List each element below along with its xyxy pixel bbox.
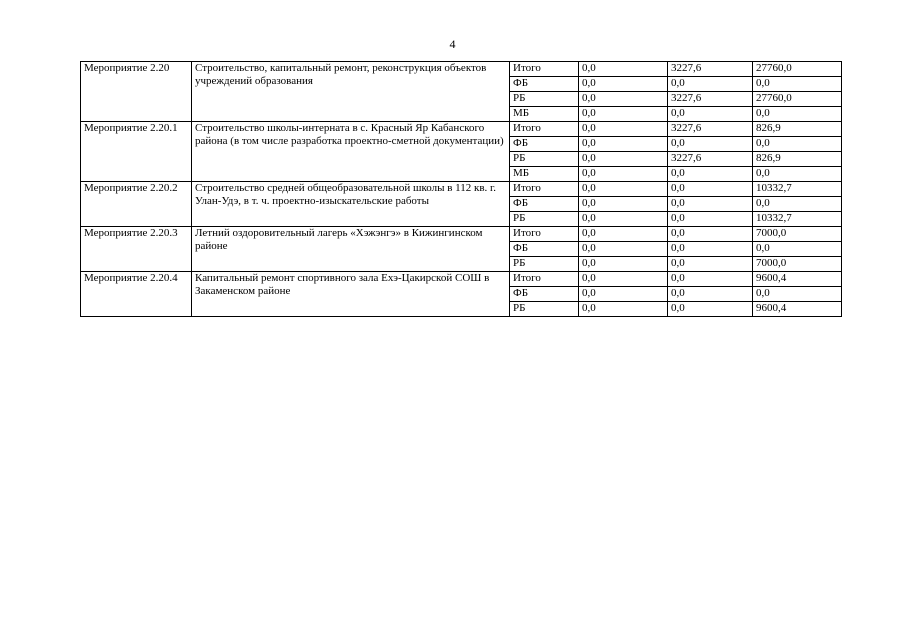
value-cell: 0,0 [668, 197, 753, 212]
value-cell: 0,0 [753, 167, 842, 182]
table-row [81, 122, 842, 137]
measure-name: Строительство школы-интерната в с. Красный Яр Кабанского района (в том числе разработка проектно-сметной документации) [192, 122, 510, 182]
value-cell: 0,0 [753, 197, 842, 212]
table-row [81, 227, 842, 242]
value-cell: 0,0 [668, 272, 753, 287]
measure-code: Мероприятие 2.20.1 [81, 122, 192, 182]
value-cell: 0,0 [753, 107, 842, 122]
funding-source: ФБ [510, 77, 579, 92]
value-cell: 0,0 [753, 242, 842, 257]
funding-source: ФБ [510, 242, 579, 257]
budget-table-body [81, 62, 842, 317]
measure-name: Строительство средней общеобразовательной школы в 112 кв. г. Улан-Удэ, в т. ч. проектно-изыскательские работы [192, 182, 510, 227]
value-cell: 0,0 [668, 302, 753, 317]
value-cell: 0,0 [579, 122, 668, 137]
funding-source: Итого [510, 227, 579, 242]
value-cell: 0,0 [579, 182, 668, 197]
funding-source: РБ [510, 212, 579, 227]
value-cell: 0,0 [753, 77, 842, 92]
measure-name: Летний оздоровительный лагерь «Хэжэнгэ» в Кижингинском районе [192, 227, 510, 272]
measure-code: Мероприятие 2.20 [81, 62, 192, 122]
measure-code: Мероприятие 2.20.3 [81, 227, 192, 272]
measure-code: Мероприятие 2.20.4 [81, 272, 192, 317]
value-cell: 0,0 [579, 92, 668, 107]
funding-source: ФБ [510, 287, 579, 302]
value-cell: 0,0 [668, 167, 753, 182]
value-cell: 0,0 [579, 152, 668, 167]
table-row [81, 182, 842, 197]
value-cell: 0,0 [753, 287, 842, 302]
value-cell: 0,0 [668, 77, 753, 92]
page-number: 4 [449, 37, 456, 51]
funding-source: Итого [510, 122, 579, 137]
value-cell: 10332,7 [753, 182, 842, 197]
value-cell: 0,0 [579, 137, 668, 152]
value-cell: 10332,7 [753, 212, 842, 227]
table-row [81, 272, 842, 287]
value-cell: 0,0 [668, 242, 753, 257]
value-cell: 7000,0 [753, 257, 842, 272]
funding-source: ФБ [510, 197, 579, 212]
value-cell: 0,0 [579, 227, 668, 242]
funding-source: РБ [510, 152, 579, 167]
funding-source: РБ [510, 302, 579, 317]
value-cell: 0,0 [579, 197, 668, 212]
value-cell: 0,0 [579, 302, 668, 317]
value-cell: 0,0 [579, 167, 668, 182]
value-cell: 3227,6 [668, 122, 753, 137]
value-cell: 0,0 [579, 62, 668, 77]
funding-source: РБ [510, 257, 579, 272]
value-cell: 0,0 [668, 182, 753, 197]
value-cell: 0,0 [579, 77, 668, 92]
value-cell: 0,0 [668, 212, 753, 227]
value-cell: 0,0 [579, 272, 668, 287]
funding-source: МБ [510, 107, 579, 122]
funding-source: Итого [510, 62, 579, 77]
funding-source: Итого [510, 182, 579, 197]
value-cell: 27760,0 [753, 92, 842, 107]
table-row [81, 62, 842, 77]
value-cell: 0,0 [668, 227, 753, 242]
funding-source: Итого [510, 272, 579, 287]
value-cell: 0,0 [579, 212, 668, 227]
funding-source: ФБ [510, 137, 579, 152]
value-cell: 3227,6 [668, 92, 753, 107]
value-cell: 9600,4 [753, 272, 842, 287]
value-cell: 0,0 [579, 107, 668, 122]
value-cell: 0,0 [579, 257, 668, 272]
value-cell: 0,0 [668, 137, 753, 152]
value-cell: 3227,6 [668, 62, 753, 77]
value-cell: 0,0 [668, 257, 753, 272]
value-cell: 7000,0 [753, 227, 842, 242]
measure-name: Капитальный ремонт спортивного зала Ехэ-Цакирской СОШ в Закаменском районе [192, 272, 510, 317]
funding-source: РБ [510, 92, 579, 107]
value-cell: 0,0 [753, 137, 842, 152]
value-cell: 27760,0 [753, 62, 842, 77]
budget-table [80, 61, 842, 317]
value-cell: 9600,4 [753, 302, 842, 317]
value-cell: 0,0 [579, 242, 668, 257]
value-cell: 0,0 [668, 107, 753, 122]
funding-source: МБ [510, 167, 579, 182]
value-cell: 0,0 [579, 287, 668, 302]
value-cell: 826,9 [753, 152, 842, 167]
measure-name: Строительство, капитальный ремонт, реконструкция объектов учреждений образования [192, 62, 510, 122]
measure-code: Мероприятие 2.20.2 [81, 182, 192, 227]
value-cell: 826,9 [753, 122, 842, 137]
value-cell: 3227,6 [668, 152, 753, 167]
value-cell: 0,0 [668, 287, 753, 302]
